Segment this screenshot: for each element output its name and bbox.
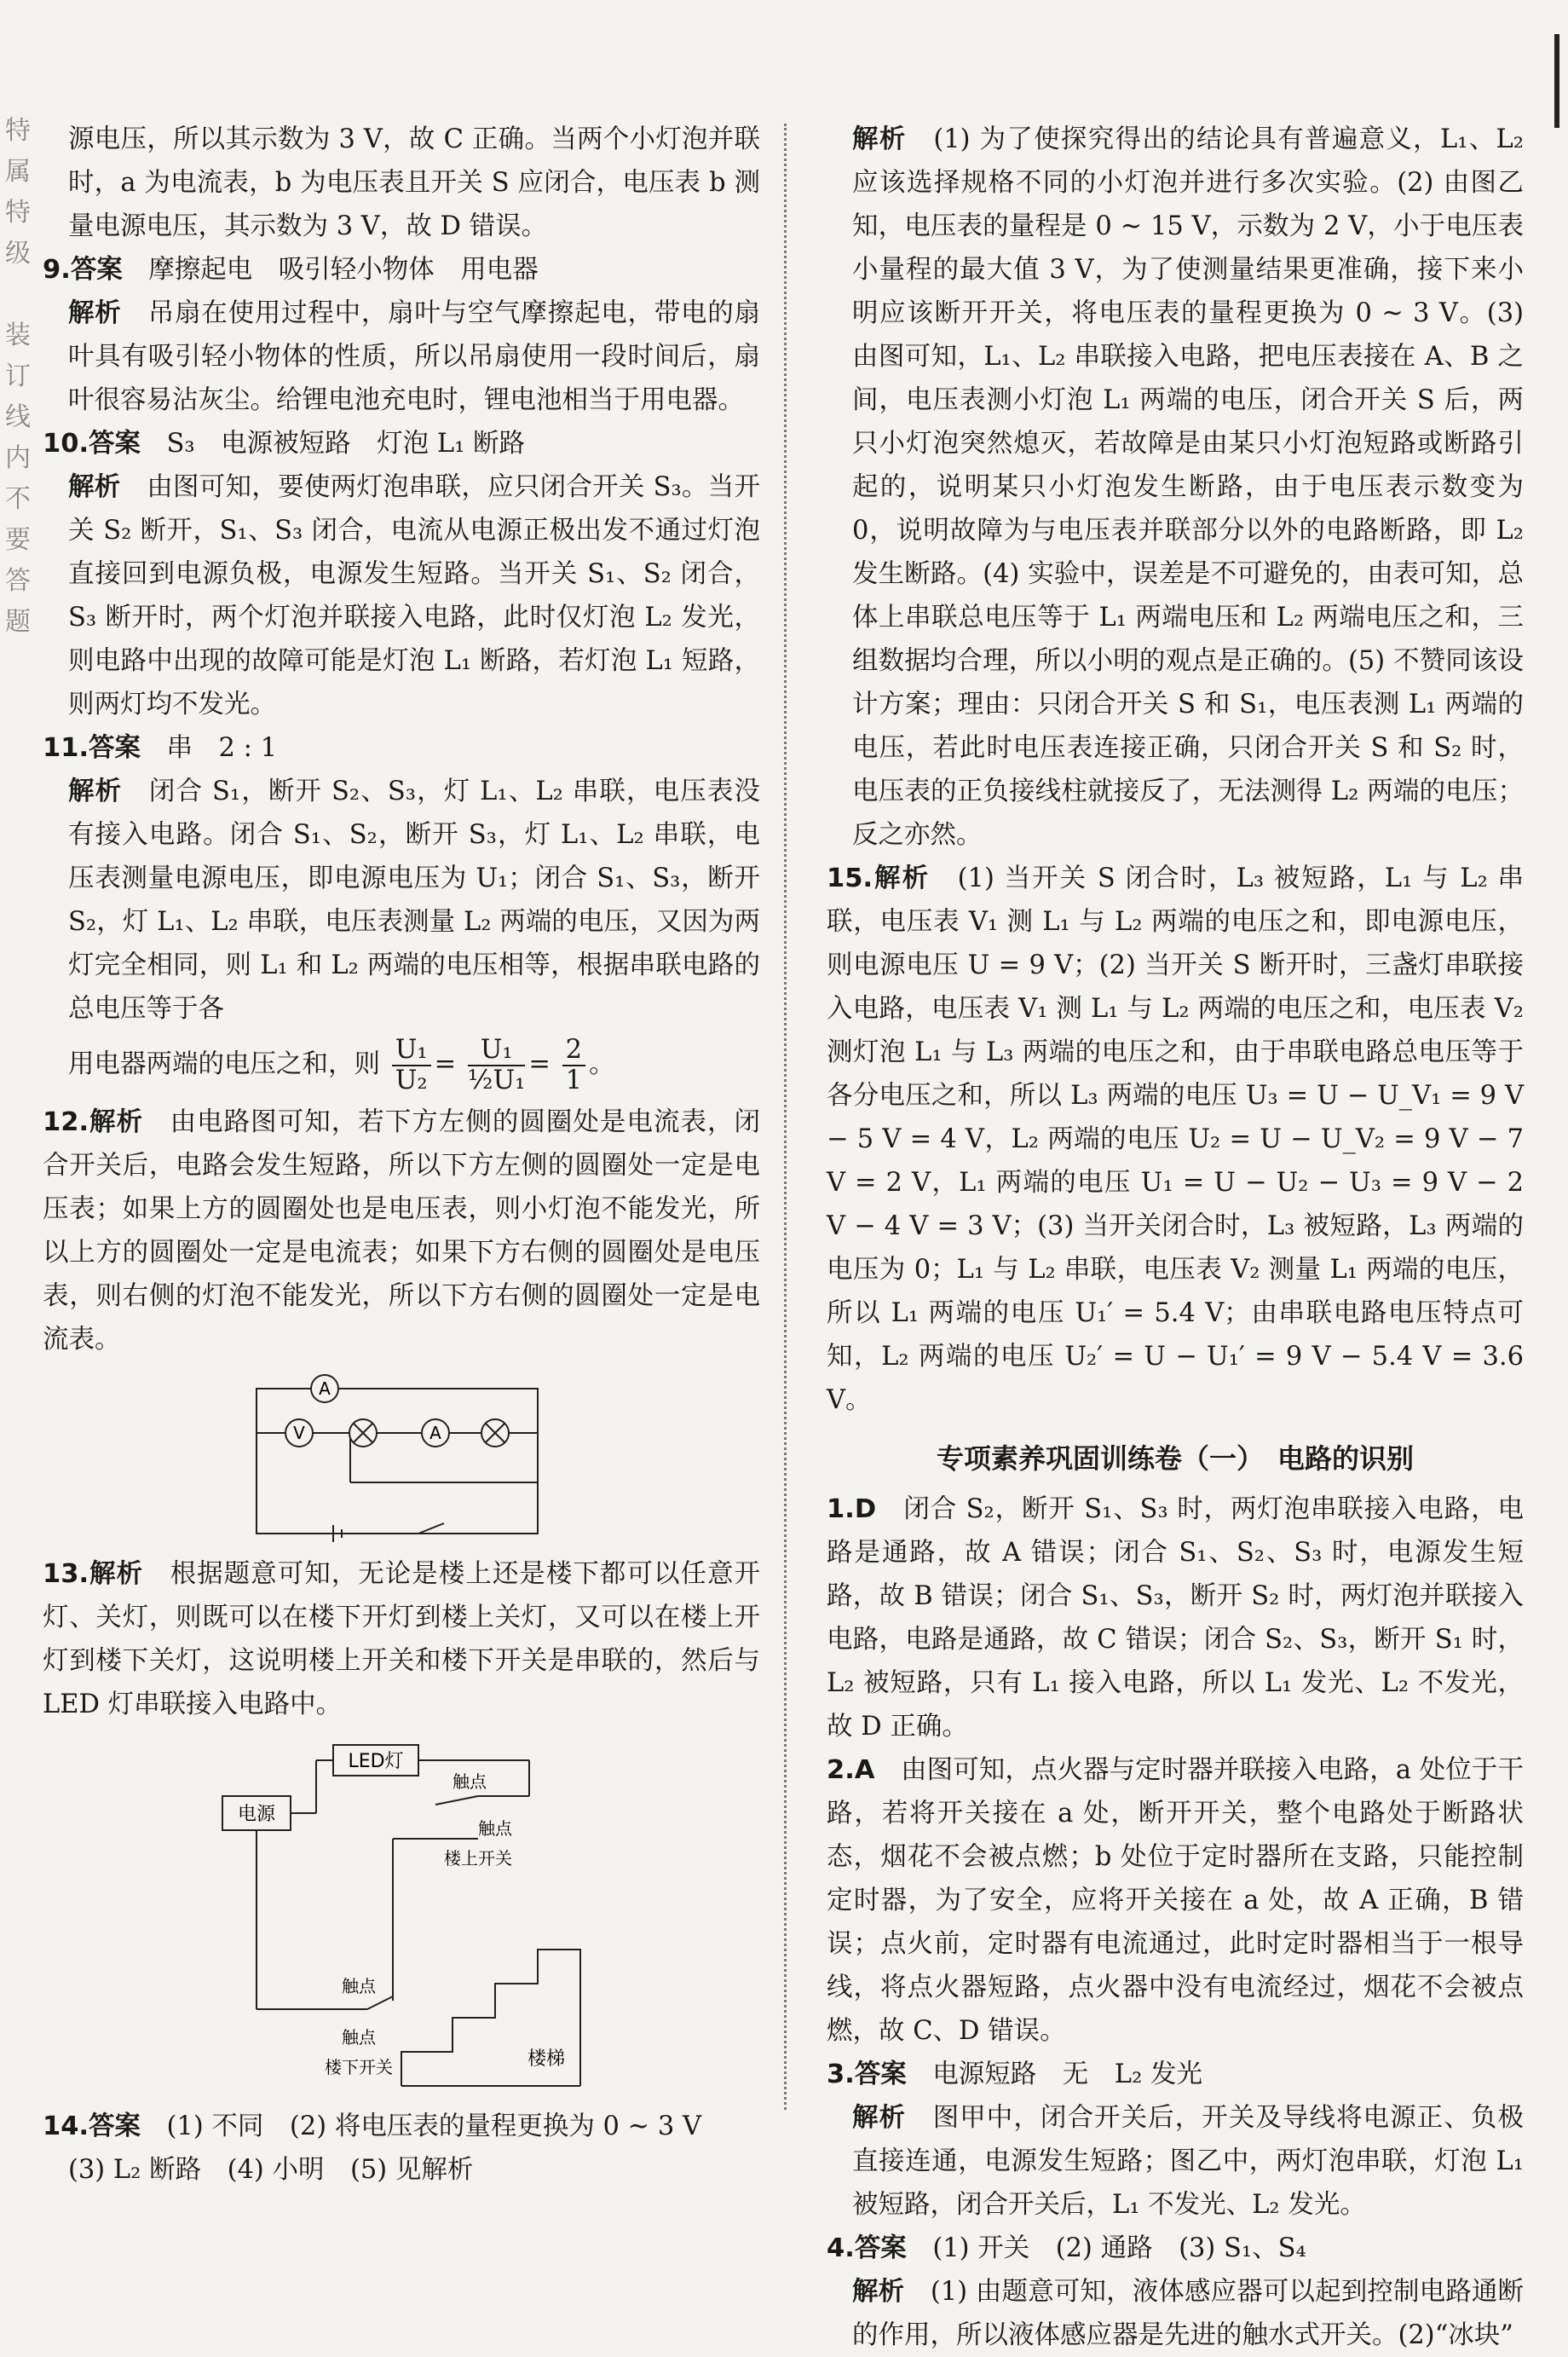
question-11-formula: 用电器两端的电压之和，则 $\frac{\text{U₁}}{\text{U₂}}$ = $\frac{\text{U₁}}{\text{½U₁}}$ = $\frac{2}{1}$ 。 — [68, 1035, 615, 1095]
question-14-answer-cont: (3) L₂ 断路 (4) 小明 (5) 见解析 — [68, 2155, 474, 2185]
column-divider — [784, 124, 787, 2110]
power-label: 电源 — [237, 1804, 276, 1825]
question-9-analysis: 解析 吊扇在使用过程中，扇叶与空气摩擦起电，带电的扇叶具有吸引轻小物体的性质，所以吊扇使用一段时间后，扇叶很容易沾灰尘。给锂电池充电时，锂电池相当于用电器。 — [68, 298, 761, 415]
circuit-diagram-q12 — [248, 1372, 555, 1542]
section-q3-answer: 3.答案 电源短路 无 L₂ 发光 — [827, 2059, 1202, 2089]
contact-label-1: 触点 — [453, 1771, 487, 1792]
question-12-analysis: 12.解析 由电路图可知，若下方左侧的圆圈处是电流表，闭合开关后，电路会发生短路，所以下方左侧的圆圈处一定是电压表；如果上方的圆圈处也是电压表，则小灯泡不能发光，所以上方的圆圈处一定是电流表；如果下方右侧的圆圈处是电压表，则右侧的灯泡不能发光，所以下方右侧的圆圈处一定是电流表。 — [43, 1107, 761, 1355]
contact-label-4: 触点 — [342, 2027, 376, 2048]
section-q4-analysis: 解析 (1) 由题意可知，液体感应器可以起到控制电路通断的作用，所以液体感应器是先进的触水式开关。(2)“冰块” — [852, 2277, 1525, 2350]
ammeter-top-label: A — [319, 1378, 331, 1399]
question-11-analysis: 解析 闭合 S₁，断开 S₂、S₃，灯 L₁、L₂ 串联，电压表没有接入电路。闭合 S₁、S₂，断开 S₃，灯 L₁、L₂ 串联，电压表测量电源电压，即电源电压为 U₁；闭合 S₁、S₃，断开 S₂，灯 L₁、L₂ 串联，电压表测量 L₂ 两端的电压，又因为两灯完全相同，则 L₁ 和 L₂ 两端的电压相等，根据串联电路的总电压等于各 — [68, 777, 761, 1024]
binding-margin-text: 特 属 特 级 装 订 线 内 不 要 答 题 — [5, 116, 31, 637]
right-column — [827, 118, 1524, 2357]
question-10-answer: 10.答案 S₃ 电源被短路 灯泡 L₁ 断路 — [43, 429, 526, 459]
lower-switch-label: 楼下开关 — [325, 2057, 393, 2077]
led-label: LED灯 — [348, 1751, 404, 1772]
upper-switch-label: 楼上开关 — [444, 1848, 512, 1869]
section-q4-answer: 4.答案 (1) 开关 (2) 通路 (3) S₁、S₄ — [827, 2233, 1306, 2263]
paragraph-continuation: 源电压，所以其示数为 3 V，故 C 正确。当两个小灯泡并联时，a 为电流表，b 为电压表且开关 S 应闭合，电压表 b 测量电源电压，其示数为 3 V，故 D 错误。 — [68, 124, 760, 241]
question-10-analysis: 解析 由图可知，要使两灯泡串联，应只闭合开关 S₃。当开关 S₂ 断开，S₁、S₃ 闭合，电流从电源正极出发不通过灯泡直接回到电源负极，电源发生短路。当开关 S₁、S₂ 闭合，S₃ 断开时，两个灯泡并联接入电路，此时仅灯泡 L₂ 发光，则电路中出现的故障可能是灯泡 L₁ 断路，若灯泡 L₁ 短路，则两灯均不发光。 — [68, 472, 760, 719]
question-11-answer: 11.答案 串 2 : 1 — [43, 733, 278, 763]
section-q2: 2.A 由图可知，点火器与定时器并联接入电路，a 处位于干路，若将开关接在 a 处，断开开关，整个电路处于断路状态，烟花不会被点燃；b 处位于定时器所在支路，只能控制定时器，为了安全，应将开关接在 a 处，故 A 正确，B 错误；点火前，定时器有电流通过，此时定时器相当于一根导线，将点火器短路，点火器中没有电流经过，烟花不会被点燃，故 C、D 错误。 — [827, 1755, 1524, 2046]
section-q1: 1.D 闭合 S₂，断开 S₁、S₃ 时，两灯泡串联接入电路，电路是通路，故 A 错误；闭合 S₁、S₂、S₃ 时，电源发生短路，故 B 错误；闭合 S₁、S₃，断开 S₂ 时，两灯泡并联接入电路，电路是通路，故 C 错误；闭合 S₂、S₃，断开 S₁ 时，L₂ 被短路，只有 L₁ 接入电路，所以 L₁ 发光、L₂ 不发光，故 D 正确。 — [827, 1494, 1525, 1742]
stair-light-circuit-q13 — [188, 1736, 614, 2094]
stairs-label: 楼梯 — [527, 2048, 566, 2070]
voltmeter-label: V — [293, 1423, 305, 1443]
question-15-analysis: 15.解析 (1) 当开关 S 闭合时，L₃ 被短路，L₁ 与 L₂ 串联，电压表 V₁ 测 L₁ 与 L₂ 两端的电压之和，即电源电压，则电源电压 U = 9 V；(2) 当开关 S 断开时，三盏灯串联接入电路，电压表 V₁ 测 L₁ 与 L₂ 两端的电压之和，电压表 V₂ 测灯泡 L₁ 与 L₃ 两端的电压之和，由于串联电路总电压等于各分电压之和，所以 L₃ 两端的电压 U₃ = U − U_V₁ = 9 V − 5 V = 4 V，L₂ 两端的电压 U₂ = U − U_V₂ = 9 V − 7 V = 2 V，L₁ 两端的电压 U₁ = U − U₂ − U₃ = 9 V − 2 V − 4 V = 3 V；(3) 当开关闭合时，L₃ 被短路，L₃ 两端的电压为 0；L₁ 与 L₂ 串联，电压表 V₂ 测量 L₁ 两端的电压，所以 L₁ 两端的电压 U₁′ = 5.4 V；由串联电路电压特点可知，L₂ 两端的电压 U₂′ = U − U₁′ = 9 V − 5.4 V = 3.6 V。 — [827, 864, 1525, 1415]
question-14-analysis: 解析 (1) 为了使探究得出的结论具有普遍意义，L₁、L₂ 应该选择规格不同的小灯泡并进行多次实验。(2) 由图乙知，电压表的量程是 0 ~ 15 V，示数为 2 V，小于电压表小量程的最大值 3 V，为了使测量结果更准确，接下来小明应该断开开关，将电压表的量程更换为 0 ~ 3 V。(3) 由图可知，L₁、L₂ 串联接入电路，把电压表接在 A、B 之间，电压表测小灯泡 L₁ 两端的电压，闭合开关 S 后，两只小灯泡突然熄灭，若故障是由某只小灯泡短路或断路引起的，说明某只小灯泡发生断路，由于电压表示数变为 0，说明故障为与电压表并联部分以外的电路断路，即 L₂ 发生断路。(4) 实验中，误差是不可避免的，由表可知，总体上串联总电压等于 L₁ 两端电压和 L₂ 两端电压之和，三组数据均合理，所以小明的观点是正确的。(5) 不赞同该设计方案；理由：只闭合开关 S 和 S₁，电压表测 L₁ 两端的电压，若此时电压表连接正确，只闭合开关 S 和 S₂ 时，电压表的正负接线柱就接反了，无法测得 L₂ 两端的电压；反之亦然。 — [852, 124, 1525, 850]
ammeter-right-label: A — [429, 1423, 441, 1443]
section-title: 专项素养巩固训练卷（一） 电路的识别 — [936, 1442, 1414, 1475]
page-edge-mark — [1554, 34, 1559, 128]
fraction-u1-half-u1: $\frac{\text{U₁}}{\text{½U₁}}$ — [467, 1035, 526, 1095]
question-14-answer: 14.答案 (1) 不同 (2) 将电压表的量程更换为 0 ~ 3 V — [43, 2111, 701, 2141]
contact-label-2: 触点 — [478, 1818, 512, 1839]
section-q3-analysis: 解析 图甲中，闭合开关后，开关及导线将电源正、负极直接连通，电源发生短路；图乙中，两灯泡串联，灯泡 L₁ 被短路，闭合开关后，L₁ 不发光、L₂ 发光。 — [852, 2103, 1524, 2220]
question-13-analysis: 13.解析 根据题意可知，无论是楼上还是楼下都可以任意开灯、关灯，则既可以在楼下开灯到楼上关灯，又可以在楼上开灯到楼下关灯，这说明楼上开关和楼下开关是串联的，然后与 LED 灯串联接入电路中。 — [43, 1559, 761, 1719]
question-9-answer: 9.答案 摩擦起电 吸引轻小物体 用电器 — [43, 255, 539, 285]
contact-label-3: 触点 — [342, 1976, 376, 1996]
left-column — [43, 118, 760, 2192]
fraction-u1-u2: $\frac{\text{U₁}}{\text{U₂}}$ — [392, 1036, 431, 1095]
fraction-2-1: $\frac{2}{1}$ — [562, 1036, 585, 1095]
